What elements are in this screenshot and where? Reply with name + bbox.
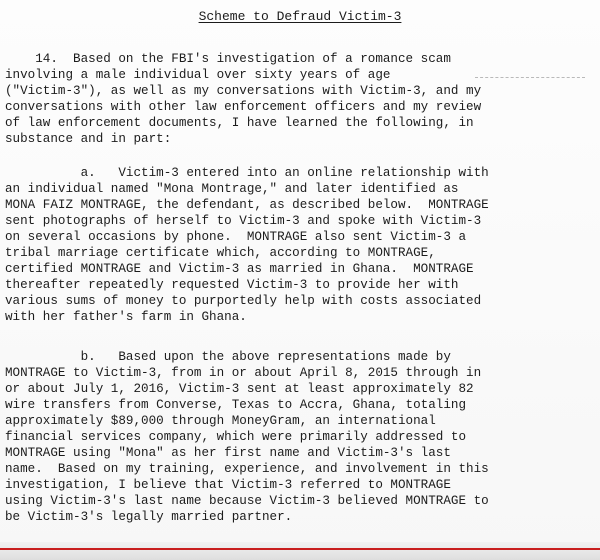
paragraph-14-line-2: involving a male individual over sixty years of age [5,68,391,82]
paragraph-a-line-10: with her father's farm in Ghana. [5,310,247,324]
video-player-bar [0,542,600,560]
paragraph-b-line-3: or about July 1, 2016, Victim-3 sent at least approximately 82 [5,382,474,396]
paragraph-14-line-6: substance and in part: [5,132,172,146]
redaction-mark [475,71,585,78]
paragraph-b-line-7: MONTRAGE using "Mona" as her first name and Victim-3's last [5,446,451,460]
paragraph-b-line-11: be Victim-3's legally married partner. [5,510,293,524]
paragraph-a-line-9: various sums of money to purportedly help with costs associated [5,294,482,308]
paragraph-14-line-5: of law enforcement documents, I have learned the following, in [5,116,474,130]
paragraph-b-line-1: b. Based upon the above representations made by [5,350,451,364]
paragraph-b-line-8: name. Based on my training, experience, and involvement in this [5,462,489,476]
paragraph-b-line-5: approximately $89,000 through MoneyGram, an international [5,414,436,428]
paragraph-a-line-7: certified MONTRAGE and Victim-3 as married in Ghana. MONTRAGE [5,262,474,276]
paragraph-14-line-1: 14. Based on the FBI's investigation of a romance scam [5,52,451,66]
paragraph-a-line-4: sent photographs of herself to Victim-3 and spoke with Victim-3 [5,214,482,228]
paragraph-14-line-3: ("Victim-3"), as well as my conversations with Victim-3, and my [5,84,482,98]
section-heading-text: Scheme to Defraud Victim-3 [198,9,402,24]
paragraph-a-line-3: MONA FAIZ MONTRAGE, the defendant, as described below. MONTRAGE [5,198,489,212]
paragraph-14-line-4: conversations with other law enforcement officers and my review [5,100,482,114]
paragraph-a-line-1: a. Victim-3 entered into an online relationship with [5,166,489,180]
paragraph-b-line-6: financial services company, which were primarily addressed to [5,430,467,444]
paragraph-b-line-9: investigation, I believe that Victim-3 referred to MONTRAGE [5,478,451,492]
progress-track [0,548,600,550]
paragraph-b-line-4: wire transfers from Converse, Texas to Accra, Ghana, totaling [5,398,467,412]
paragraph-b-line-2: MONTRAGE to Victim-3, from in or about April 8, 2015 through in [5,366,482,380]
section-heading [0,9,600,25]
paragraph-a-line-5: on several occasions by phone. MONTRAGE also sent Victim-3 a [5,230,467,244]
paragraph-a-line-6: tribal marriage certificate which, according to MONTRAGE, [5,246,436,260]
paragraph-a-line-2: an individual named "Mona Montrage," and later identified as [5,182,459,196]
paragraph-a-line-8: thereafter repeatedly requested Victim-3 to provide her with [5,278,459,292]
paragraph-b-line-10: using Victim-3's last name because Victim-3 believed MONTRAGE to [5,494,489,508]
